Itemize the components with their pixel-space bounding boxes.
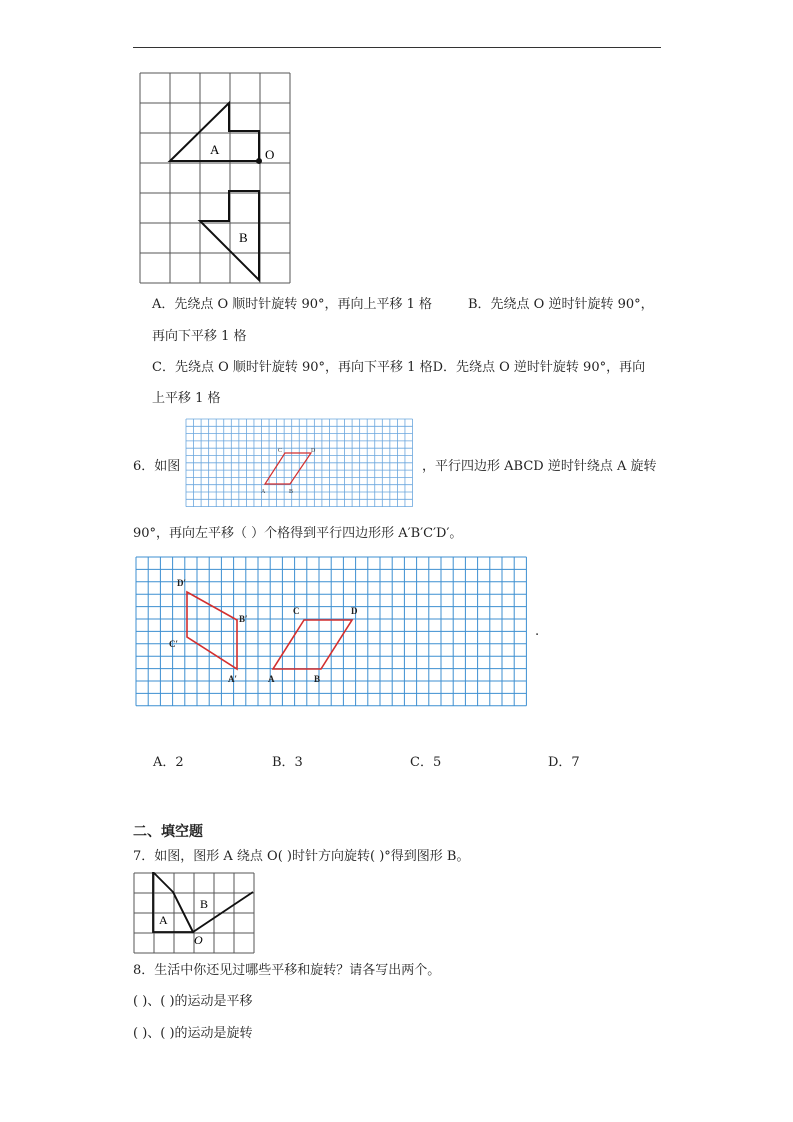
big-label-a-prime: A′ [228,674,238,684]
q5-option-a: A．先绕点 O 顺时针旋转 90°，再向上平移 1 格 [152,297,433,312]
q8-text: 8．生活中你还见过哪些平移和旋转？请各写出两个。 [133,963,441,978]
q6-choice-b: B．3 [272,755,303,770]
q6-prefix: 6．如图 [133,459,181,474]
small-label-c: C [278,448,283,454]
q6-line2: 90°，再向左平移（ ）个格得到平行四边形形 A′B′C′D′。 [133,526,463,541]
q7-label-a: A [159,913,168,927]
header-rule [133,47,661,48]
q7-shape-b [173,892,253,932]
parallelogram-abcd [273,620,352,669]
q6-suffix: ，平行四边形 ABCD 逆时针绕点 A 旋转 [422,459,657,474]
small-label-d: D [311,448,316,454]
q5-option-b-cont: 再向下平移 1 格 [152,329,247,344]
q6-choice-c: C．5 [410,755,442,770]
label-o: O [265,147,275,162]
label-a: A [210,142,220,157]
big-label-a: A [268,674,275,684]
big-label-d-prime: D′ [177,578,187,588]
small-label-a: A [261,489,266,495]
parallelogram-abcd-prime [187,592,237,669]
section-title: 二、填空题 [133,824,203,840]
q5-option-cd: C．先绕点 O 顺时针旋转 90°，再向下平移 1 格D．先绕点 O 逆时针旋转 90°，再向 [152,360,646,375]
q7-label-o: O [194,933,203,947]
point-o [256,158,262,164]
big-label-c-prime: C′ [169,639,179,649]
big-label-d: D [351,606,358,616]
q8-line2: ( )、( )的运动是旋转 [133,1026,253,1041]
q5-figure [135,68,300,288]
q6-dot: . [535,624,540,639]
q5-option-d-cont: 上平移 1 格 [152,391,221,406]
q6-choice-d: D．7 [548,755,580,770]
label-b: B [239,230,248,245]
q7-label-b: B [200,897,209,911]
q6-small-grid [185,418,414,508]
q6-choice-a: A．2 [153,755,184,770]
small-parallelogram [265,453,311,484]
q8-line1: ( )、( )的运动是平移 [133,994,253,1009]
q6-big-grid [135,556,530,708]
q5-option-b: B．先绕点 O 逆时针旋转 90°， [468,297,654,312]
q7-text: 7．如图，图形 A 绕点 O( )时针方向旋转( )°得到图形 B。 [133,849,470,864]
big-label-b-prime: B′ [239,614,248,624]
big-label-b: B [314,674,321,684]
q7-figure [133,872,255,954]
big-label-c: C [293,606,300,616]
small-label-b: B [289,489,294,495]
